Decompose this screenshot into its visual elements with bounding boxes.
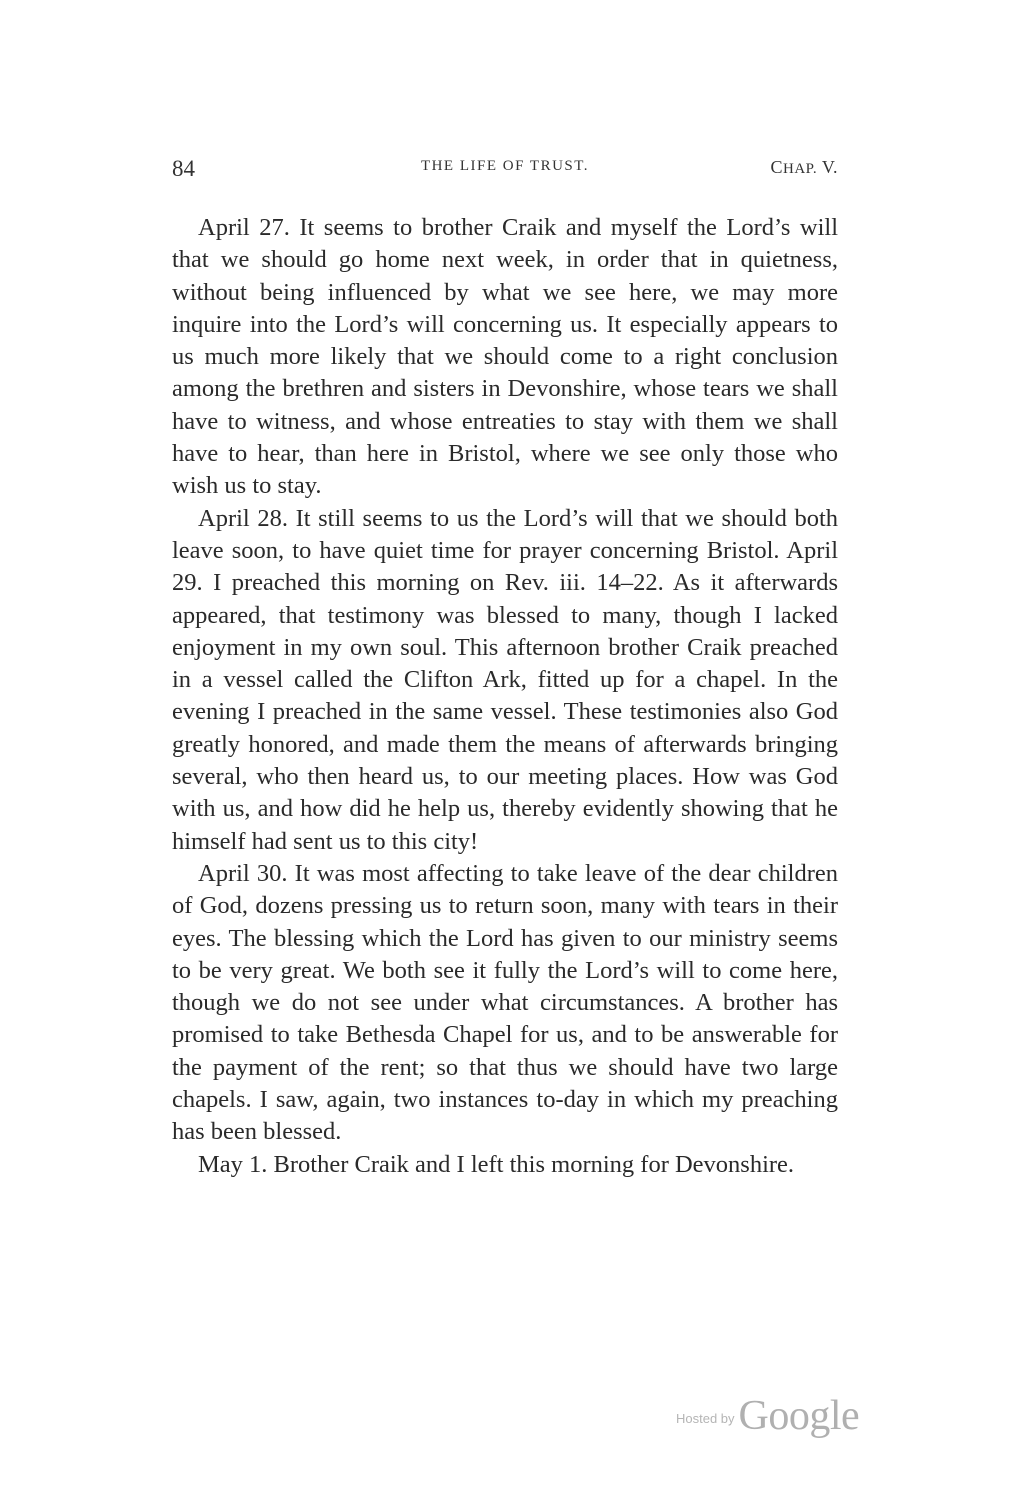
chapter-label-rest: HAP. [783,161,818,177]
paragraph-april-27: April 27. It seems to brother Craik and myself the Lord’s will that we should go home next week, in order that in quietness, without being influenced by what we see here, we may more inquire into the Lord’s will concerning us. It especially appears to us much more likely that we should come to a right conclusion among the brethren and sisters in Devonshire, whose tears we shall have to witness, and whose entreaties to stay with them we shall have to hear, than here in Bristol, where we see only those who wish us to stay. [172,214,838,500]
google-watermark [676,1392,859,1442]
chapter-label [771,157,839,178]
book-title: THE LIFE OF TRUST. [420,158,590,174]
paragraph-may-1: May 1. Brother Craik and I left this morning for Devonshire. [198,1150,795,1178]
google-logo: Google [738,1393,860,1439]
hosted-by-label: Hosted by [676,1411,735,1426]
body-text [172,212,838,1181]
page-number: 84 [172,156,195,181]
chapter-number: V. [821,157,838,177]
paragraph-april-30: April 30. It was most affecting to take leave of the dear children of God, dozens pressing us to return soon, many with tears in their eyes. The blessing which the Lord has given to our ministry seems to be very great. We both see it fully the Lord’s will to come here, though we do not see under what circumstances. A brother has promised to take Bethesda Chapel for us, and to be answerable for the payment of the rent; so that thus we should have two large chapels. I saw, again, two instances to-day in which my preaching has been blessed. [172,859,838,1146]
chapter-label-initial: C [770,157,784,177]
running-head [172,156,838,186]
paragraph-april-28: April 28. It still seems to us the Lord’s will that we should both leave soon, to have quiet time for prayer concerning Bristol. April 29. I preached this morning on Rev. iii. 14–22. As it afterwards appeared, that testimony was blessed to many, though I lacked enjoyment in my own soul. This afternoon brother Craik preached in a vessel called the Clifton Ark, fitted up for a chapel. In the evening I preached in the same vessel. These testimonies also God greatly honored, and made them the means of afterwards bringing several, who then heard us, to our meeting places. How was God with us, and how did he help us, thereby evidently showing that he himself had sent us to this city! [172,504,838,855]
